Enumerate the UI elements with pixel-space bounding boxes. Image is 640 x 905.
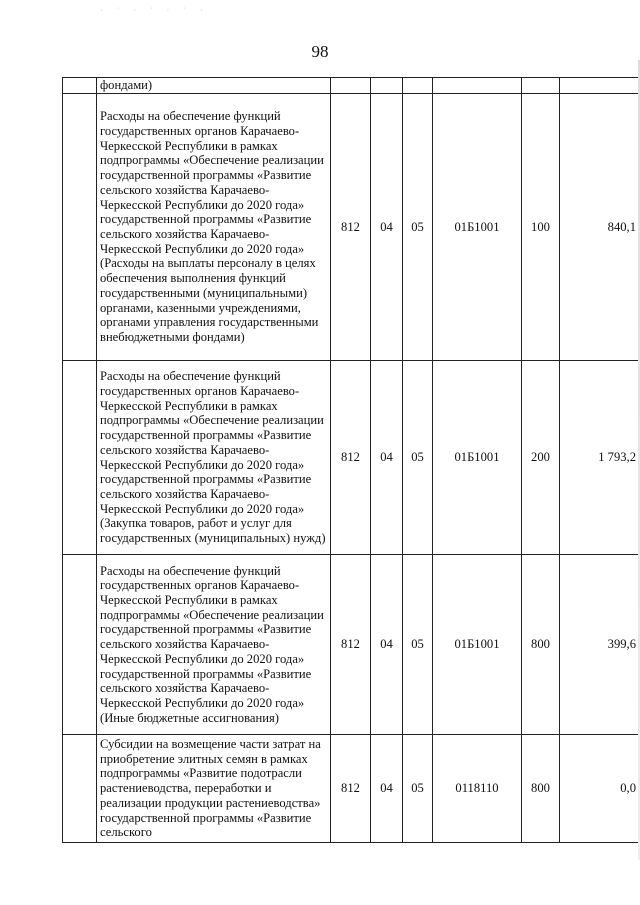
section-code-cell: 04 xyxy=(371,361,403,555)
ministry-code-cell xyxy=(331,78,371,94)
section-code-cell: 04 xyxy=(371,555,403,735)
row-number-cell xyxy=(63,94,97,361)
ministry-code-cell: 812 xyxy=(331,94,371,361)
description-cell: Расходы на обеспечение функций государственных органов Карачаево-Черкесской Республики в рамках подпрограммы «Обеспечение реализации государственной программы «Развитие сельского хозяйства Карачаево-Черкесской Республики до 2020 года» государственной программы «Развитие сельского хозяйства Карачаево-Черкесской Республики до 2020 года» (Иные бюджетные ассигнования) xyxy=(97,555,331,735)
row-number-cell xyxy=(63,555,97,735)
amount-cell: 0,0 xyxy=(560,735,640,843)
row-number-cell xyxy=(63,78,97,94)
target-article-cell: 01Б1001 xyxy=(433,94,522,361)
ministry-code-cell: 812 xyxy=(331,361,371,555)
section-code-cell: 04 xyxy=(371,735,403,843)
description-cell: Расходы на обеспечение функций государственных органов Карачаево-Черкесской Республики в рамках подпрограммы «Обеспечение реализации государственной программы «Развитие сельского хозяйства Карачаево-Черкесской Республики до 2020 года» государственной программы «Развитие сельского хозяйства Карачаево-Черкесской Республики до 2020 года» (Расходы на выплаты персоналу в целях обеспечения выполнения функций государственными (муниципальными) органами, казенными учреждениями, органами управления государственными внебюджетными фондами) xyxy=(97,94,331,361)
scan-noise: · ˙ · ˙ · ˙ · xyxy=(100,6,209,14)
description-cell: Субсидии на возмещение части затрат на приобретение элитных семян в рамках подпрограммы «Развитие подотрасли растениеводства, переработки и реализации продукции растениеводства» государственной программы «Развитие сельского xyxy=(97,735,331,843)
expense-type-cell: 800 xyxy=(522,555,560,735)
section-code-cell xyxy=(371,78,403,94)
subsection-code-cell xyxy=(403,78,433,94)
amount-cell xyxy=(560,78,640,94)
table-row xyxy=(63,78,640,94)
amount-cell: 399,6 xyxy=(560,555,640,735)
subsection-code-cell: 05 xyxy=(403,735,433,843)
target-article-cell: 01Б1001 xyxy=(433,361,522,555)
expense-type-cell: 100 xyxy=(522,94,560,361)
budget-table xyxy=(62,77,640,843)
description-cell: Расходы на обеспечение функций государственных органов Карачаево-Черкесской Республики в рамках подпрограммы «Обеспечение реализации государственной программы «Развитие сельского хозяйства Карачаево-Черкесской Республики до 2020 года» государственной программы «Развитие сельского хозяйства Карачаево-Черкесской Республики до 2020 года» (Закупка товаров, работ и услуг для государственных (муниципальных) нужд) xyxy=(97,361,331,555)
table-row xyxy=(63,94,640,361)
amount-cell: 1 793,2 xyxy=(560,361,640,555)
subsection-code-cell: 05 xyxy=(403,555,433,735)
ministry-code-cell: 812 xyxy=(331,555,371,735)
row-number-cell xyxy=(63,361,97,555)
table-row xyxy=(63,735,640,843)
description-cell: фондами) xyxy=(97,78,331,94)
subsection-code-cell: 05 xyxy=(403,361,433,555)
amount-cell: 840,1 xyxy=(560,94,640,361)
ministry-code-cell: 812 xyxy=(331,735,371,843)
row-number-cell xyxy=(63,735,97,843)
table-row xyxy=(63,361,640,555)
expense-type-cell: 800 xyxy=(522,735,560,843)
expense-type-cell: 200 xyxy=(522,361,560,555)
subsection-code-cell: 05 xyxy=(403,94,433,361)
table-row xyxy=(63,555,640,735)
target-article-cell: 01Б1001 xyxy=(433,555,522,735)
page-number: 98 xyxy=(311,42,329,61)
section-code-cell: 04 xyxy=(371,94,403,361)
expense-type-cell xyxy=(522,78,560,94)
target-article-cell: 0118110 xyxy=(433,735,522,843)
target-article-cell xyxy=(433,78,522,94)
